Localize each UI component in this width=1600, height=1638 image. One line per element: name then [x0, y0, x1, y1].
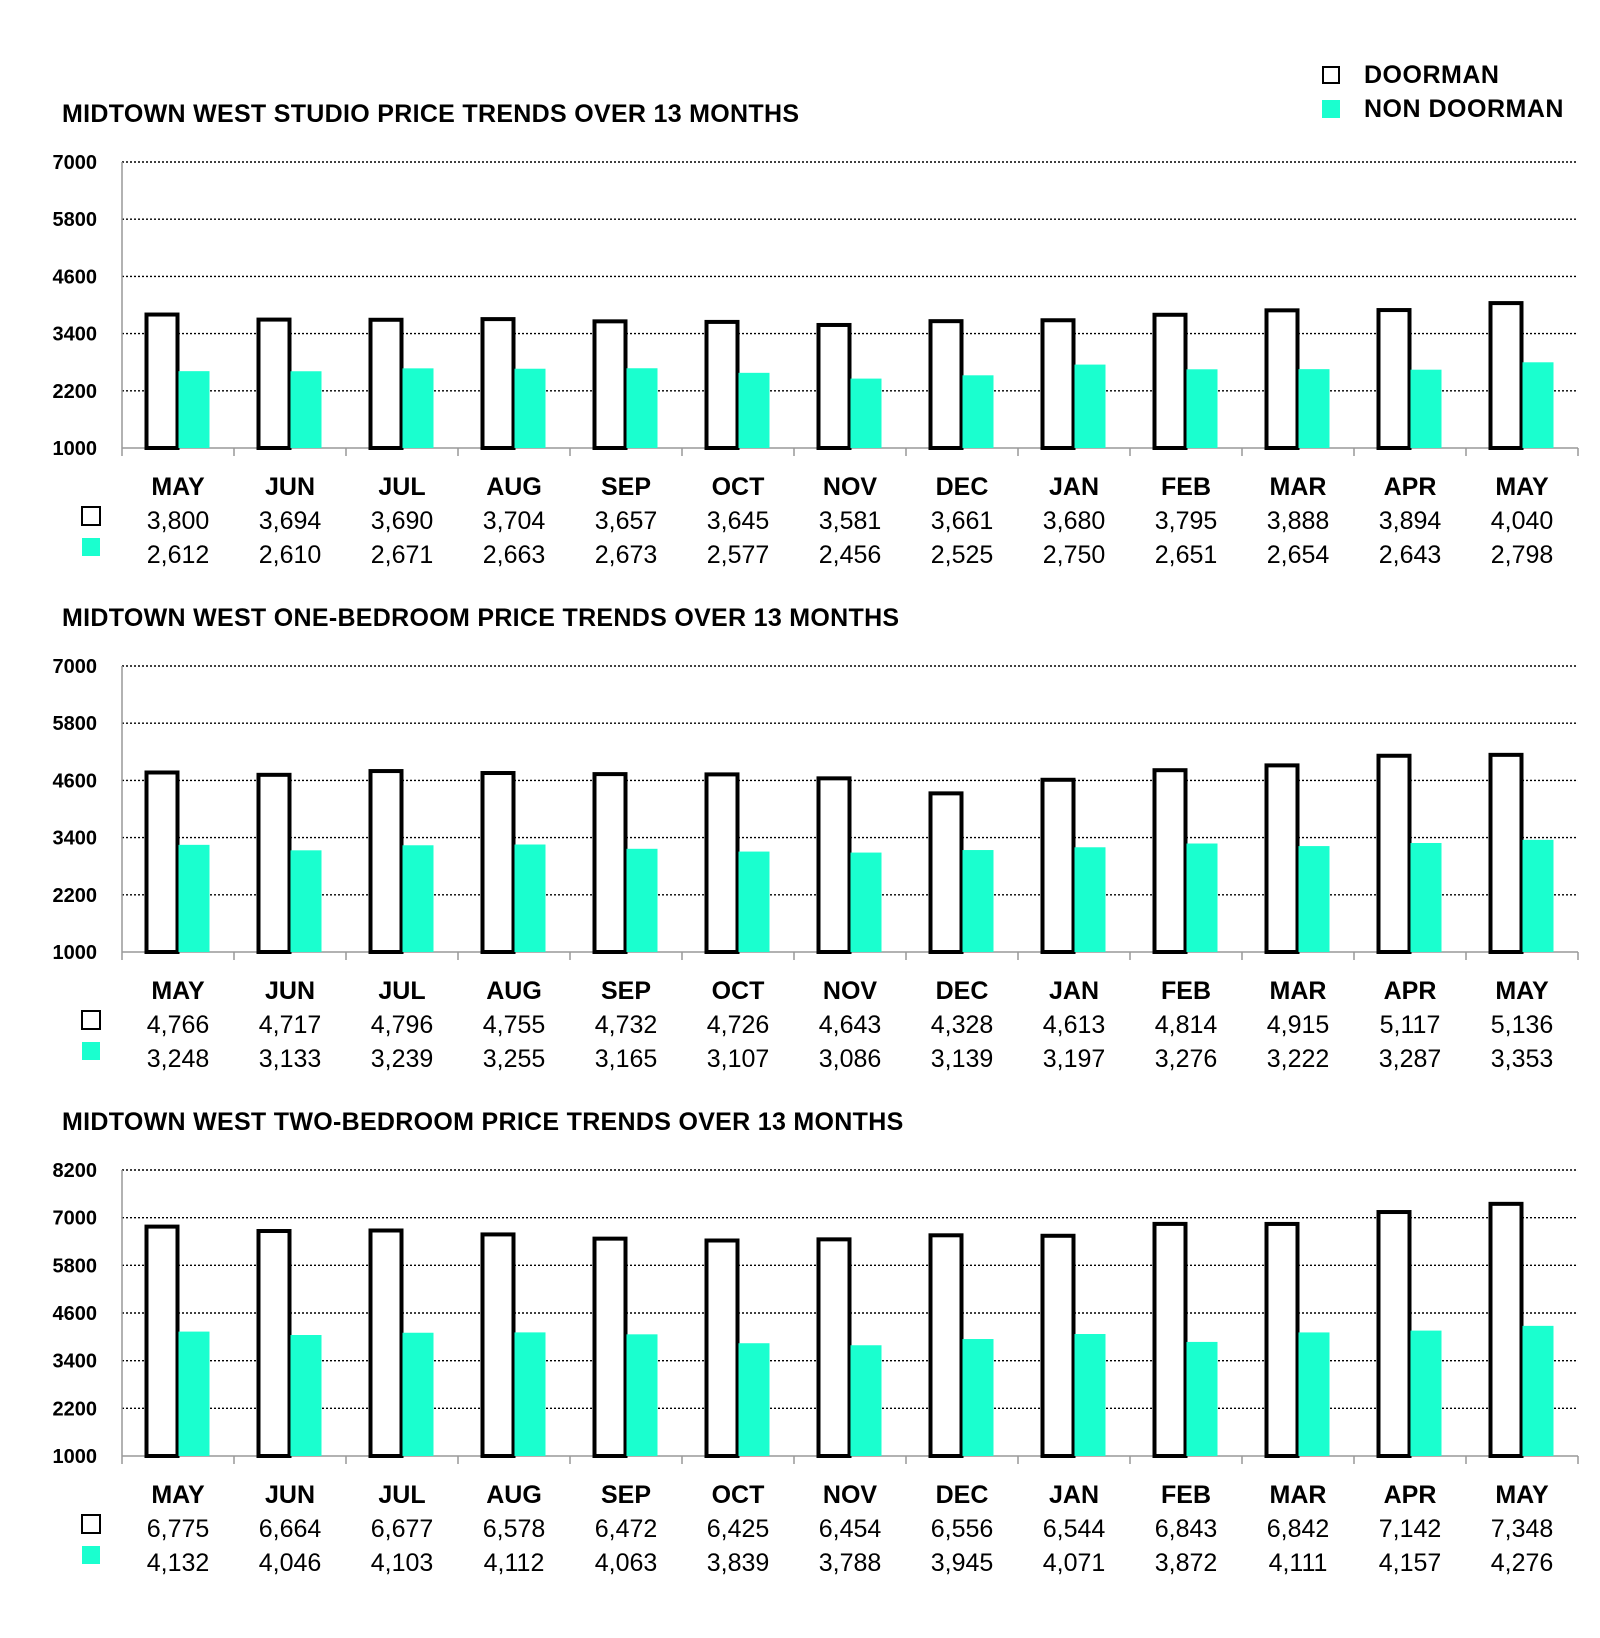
y-tick-label: 1000 [52, 1446, 97, 1468]
data-label-non-doorman: 4,103 [370, 1549, 434, 1577]
y-tick-label: 3400 [52, 1350, 97, 1373]
bar-doorman [819, 325, 850, 448]
data-label-non-doorman: 2,673 [594, 541, 658, 569]
data-label-doorman: 3,661 [930, 507, 994, 535]
bar-doorman [259, 1231, 290, 1456]
bar-non-doorman [963, 850, 994, 952]
data-label-doorman: 3,800 [146, 507, 210, 535]
data-label-non-doorman: 2,456 [818, 541, 882, 569]
legend-label-non-doorman: NON DOORMAN [1364, 94, 1564, 123]
bar-doorman [595, 1239, 626, 1456]
x-tick-label: SEP [600, 473, 652, 501]
data-label-non-doorman: 2,663 [482, 541, 546, 569]
data-label-doorman: 3,680 [1042, 507, 1106, 535]
data-label-doorman: 6,578 [482, 1515, 546, 1543]
chart-title-two-bedroom: MIDTOWN WEST TWO-BEDROOM PRICE TRENDS OVER 13 MONTHS [62, 1108, 904, 1136]
x-tick-label: JAN [1048, 1481, 1100, 1509]
bar-non-doorman [179, 371, 210, 448]
bar-doorman [1043, 1236, 1074, 1456]
bar-doorman [931, 1235, 962, 1456]
data-label-doorman: 4,717 [258, 1011, 322, 1039]
data-label-doorman: 4,328 [930, 1011, 994, 1039]
x-tick-label: APR [1383, 977, 1437, 1005]
row-key-non-doorman [82, 1042, 100, 1060]
bar-non-doorman [1075, 365, 1106, 448]
bar-doorman [371, 771, 402, 952]
legend-item-non-doorman [1322, 92, 1564, 126]
y-tick-label: 8200 [52, 1160, 97, 1182]
data-label-doorman: 3,694 [258, 507, 322, 535]
x-tick-label: MAY [151, 473, 205, 501]
row-key-non-doorman [82, 538, 100, 556]
bar-non-doorman [1187, 844, 1218, 952]
x-tick-label: JUN [264, 1481, 316, 1509]
x-tick-label: DEC [935, 1481, 989, 1509]
bar-non-doorman [515, 1332, 546, 1456]
chart-two-bedroom [0, 1148, 1600, 1588]
bar-non-doorman [515, 845, 546, 952]
bar-doorman [1155, 315, 1186, 448]
bar-doorman [1379, 310, 1410, 448]
data-label-doorman: 6,664 [258, 1515, 322, 1543]
data-label-non-doorman: 3,945 [930, 1549, 994, 1577]
chart-title-one-bedroom: MIDTOWN WEST ONE-BEDROOM PRICE TRENDS OVER 13 MONTHS [62, 604, 900, 632]
data-label-non-doorman: 2,577 [706, 541, 770, 569]
bar-non-doorman [627, 1334, 658, 1456]
data-label-doorman: 3,888 [1266, 507, 1330, 535]
data-label-doorman: 7,348 [1490, 1515, 1554, 1543]
y-tick-label: 7000 [52, 1207, 97, 1230]
x-tick-label: APR [1383, 473, 1437, 501]
data-label-doorman: 4,915 [1266, 1011, 1330, 1039]
bar-doorman [1155, 1224, 1186, 1456]
chart-title-studio: MIDTOWN WEST STUDIO PRICE TRENDS OVER 13 MONTHS [62, 100, 800, 128]
bar-doorman [595, 774, 626, 952]
y-tick-label: 7000 [52, 152, 97, 174]
data-label-doorman: 3,581 [818, 507, 882, 535]
chart-studio [0, 140, 1600, 580]
data-label-doorman: 3,795 [1154, 507, 1218, 535]
data-label-doorman: 3,704 [482, 507, 546, 535]
legend [1322, 58, 1564, 126]
data-label-non-doorman: 2,525 [930, 541, 994, 569]
bar-doorman [1379, 1212, 1410, 1456]
x-tick-label: NOV [822, 473, 878, 501]
row-key-non-doorman [82, 1546, 100, 1564]
y-tick-label: 5800 [52, 713, 97, 736]
x-tick-label: JUN [264, 977, 316, 1005]
data-label-doorman: 6,556 [930, 1515, 994, 1543]
x-tick-label: OCT [711, 1481, 765, 1509]
bar-non-doorman [739, 1343, 770, 1456]
y-tick-label: 4600 [52, 770, 97, 793]
x-tick-label: FEB [1161, 473, 1211, 501]
data-label-doorman: 4,726 [706, 1011, 770, 1039]
bar-doorman [707, 774, 738, 952]
x-tick-label: NOV [822, 977, 878, 1005]
data-label-doorman: 4,766 [146, 1011, 210, 1039]
data-label-non-doorman: 4,063 [594, 1549, 658, 1577]
bar-non-doorman [1299, 1332, 1330, 1456]
bar-doorman [819, 1239, 850, 1456]
data-label-doorman: 6,472 [594, 1515, 658, 1543]
bar-non-doorman [1411, 1331, 1442, 1456]
bar-non-doorman [963, 375, 994, 448]
x-tick-label: MAR [1269, 1481, 1327, 1509]
x-tick-label: AUG [486, 473, 542, 501]
data-label-non-doorman: 3,086 [818, 1045, 882, 1073]
row-key-doorman [82, 507, 100, 525]
data-label-non-doorman: 3,872 [1154, 1549, 1218, 1577]
bar-non-doorman [851, 379, 882, 448]
bar-non-doorman [1523, 840, 1554, 952]
x-tick-label: AUG [486, 977, 542, 1005]
bar-non-doorman [739, 373, 770, 448]
bar-doorman [1043, 780, 1074, 952]
bar-doorman [931, 321, 962, 448]
bar-non-doorman [179, 1332, 210, 1456]
row-key-doorman [82, 1011, 100, 1029]
data-label-doorman: 4,732 [594, 1011, 658, 1039]
data-label-non-doorman: 3,107 [706, 1045, 770, 1073]
bar-doorman [819, 778, 850, 952]
bar-doorman [259, 320, 290, 448]
bar-doorman [147, 315, 178, 448]
data-label-doorman: 4,613 [1042, 1011, 1106, 1039]
data-label-doorman: 6,842 [1266, 1515, 1330, 1543]
bar-non-doorman [1075, 847, 1106, 952]
bar-non-doorman [179, 845, 210, 952]
bar-doorman [1379, 756, 1410, 952]
x-tick-label: FEB [1161, 1481, 1211, 1509]
y-tick-label: 2200 [52, 1398, 97, 1421]
x-tick-label: OCT [711, 473, 765, 501]
x-tick-label: MAR [1269, 977, 1327, 1005]
data-label-non-doorman: 2,610 [258, 541, 322, 569]
y-tick-label: 4600 [52, 266, 97, 289]
data-label-doorman: 3,894 [1378, 507, 1442, 535]
x-tick-label: MAY [1495, 977, 1549, 1005]
bar-doorman [1491, 755, 1522, 952]
bar-non-doorman [1411, 370, 1442, 448]
data-label-doorman: 3,657 [594, 507, 658, 535]
bar-non-doorman [1523, 362, 1554, 448]
data-label-doorman: 6,843 [1154, 1515, 1218, 1543]
y-tick-label: 5800 [52, 1255, 97, 1278]
data-label-non-doorman: 4,111 [1268, 1549, 1328, 1577]
bar-non-doorman [403, 845, 434, 952]
x-tick-label: DEC [935, 977, 989, 1005]
x-tick-label: JUL [378, 1481, 426, 1509]
x-tick-label: MAY [151, 977, 205, 1005]
bar-doorman [483, 773, 514, 952]
data-label-doorman: 3,690 [370, 507, 434, 535]
data-label-non-doorman: 3,839 [706, 1549, 770, 1577]
bar-non-doorman [515, 369, 546, 448]
data-label-doorman: 6,544 [1042, 1515, 1106, 1543]
data-label-doorman: 6,775 [146, 1515, 210, 1543]
data-label-doorman: 4,755 [482, 1011, 546, 1039]
bar-doorman [1267, 1224, 1298, 1456]
data-label-doorman: 4,643 [818, 1011, 882, 1039]
data-label-non-doorman: 2,643 [1378, 541, 1442, 569]
x-tick-label: DEC [935, 473, 989, 501]
data-label-non-doorman: 2,671 [370, 541, 434, 569]
data-label-non-doorman: 4,276 [1490, 1549, 1554, 1577]
row-key-doorman [82, 1515, 100, 1533]
x-tick-label: APR [1383, 1481, 1437, 1509]
bar-doorman [1491, 303, 1522, 448]
y-tick-label: 7000 [52, 656, 97, 678]
y-tick-label: 2200 [52, 884, 97, 907]
bar-doorman [371, 1230, 402, 1456]
x-tick-label: JUL [378, 473, 426, 501]
bar-non-doorman [851, 853, 882, 952]
bar-doorman [1491, 1204, 1522, 1456]
data-label-non-doorman: 3,222 [1266, 1045, 1330, 1073]
bar-non-doorman [963, 1339, 994, 1456]
bar-doorman [147, 1227, 178, 1456]
x-tick-label: MAY [1495, 473, 1549, 501]
doorman-swatch [1322, 66, 1340, 84]
data-label-doorman: 6,677 [370, 1515, 434, 1543]
x-tick-label: MAY [151, 1481, 205, 1509]
data-label-non-doorman: 3,353 [1490, 1045, 1554, 1073]
bar-doorman [259, 775, 290, 952]
x-tick-label: FEB [1161, 977, 1211, 1005]
data-label-non-doorman: 2,651 [1154, 541, 1218, 569]
y-tick-label: 5800 [52, 209, 97, 232]
data-label-non-doorman: 3,248 [146, 1045, 210, 1073]
bar-non-doorman [627, 849, 658, 952]
data-label-non-doorman: 3,788 [818, 1549, 882, 1577]
bar-doorman [707, 322, 738, 448]
bar-non-doorman [739, 852, 770, 952]
data-label-non-doorman: 3,197 [1042, 1045, 1106, 1073]
data-label-doorman: 4,040 [1490, 507, 1554, 535]
data-label-non-doorman: 4,046 [258, 1549, 322, 1577]
bar-non-doorman [1075, 1334, 1106, 1456]
bar-doorman [1043, 320, 1074, 448]
x-tick-label: NOV [822, 1481, 878, 1509]
bar-non-doorman [403, 1333, 434, 1456]
bar-non-doorman [291, 850, 322, 952]
bar-doorman [595, 321, 626, 448]
bar-non-doorman [1187, 1342, 1218, 1456]
x-tick-label: AUG [486, 1481, 542, 1509]
bar-non-doorman [291, 1335, 322, 1456]
data-label-non-doorman: 2,612 [146, 541, 210, 569]
x-tick-label: JUL [378, 977, 426, 1005]
x-tick-label: MAR [1269, 473, 1327, 501]
data-label-non-doorman: 3,255 [482, 1045, 546, 1073]
y-tick-label: 1000 [52, 942, 97, 964]
x-tick-label: OCT [711, 977, 765, 1005]
bar-non-doorman [1299, 369, 1330, 448]
data-label-non-doorman: 4,112 [483, 1549, 545, 1577]
y-tick-label: 1000 [52, 438, 97, 460]
bar-doorman [707, 1241, 738, 1456]
bar-doorman [483, 1234, 514, 1456]
x-tick-label: SEP [600, 1481, 652, 1509]
x-tick-label: JAN [1048, 473, 1100, 501]
bar-non-doorman [1411, 843, 1442, 952]
x-tick-label: JUN [264, 473, 316, 501]
data-label-doorman: 7,142 [1378, 1515, 1442, 1543]
data-label-doorman: 5,117 [1379, 1011, 1441, 1039]
bar-doorman [1267, 310, 1298, 448]
y-tick-label: 2200 [52, 380, 97, 403]
data-label-doorman: 4,814 [1154, 1011, 1218, 1039]
bar-non-doorman [1523, 1326, 1554, 1456]
legend-label-doorman: DOORMAN [1364, 60, 1500, 89]
data-label-doorman: 5,136 [1490, 1011, 1554, 1039]
bar-doorman [483, 319, 514, 448]
data-label-non-doorman: 3,276 [1154, 1045, 1218, 1073]
y-tick-label: 3400 [52, 827, 97, 850]
data-label-non-doorman: 3,287 [1378, 1045, 1442, 1073]
data-label-non-doorman: 3,133 [258, 1045, 322, 1073]
legend-item-doorman [1322, 58, 1564, 92]
data-label-doorman: 3,645 [706, 507, 770, 535]
bar-non-doorman [403, 368, 434, 448]
chart-one-bedroom [0, 644, 1600, 1084]
data-label-non-doorman: 2,750 [1042, 541, 1106, 569]
data-label-non-doorman: 2,798 [1490, 541, 1554, 569]
bar-non-doorman [851, 1345, 882, 1456]
non-doorman-swatch [1322, 100, 1340, 118]
bar-non-doorman [291, 371, 322, 448]
data-label-non-doorman: 3,239 [370, 1045, 434, 1073]
data-label-non-doorman: 4,132 [146, 1549, 210, 1577]
x-tick-label: MAY [1495, 1481, 1549, 1509]
data-label-non-doorman: 4,157 [1378, 1549, 1442, 1577]
data-label-non-doorman: 3,139 [930, 1045, 994, 1073]
data-label-doorman: 6,425 [706, 1515, 770, 1543]
bar-doorman [1267, 765, 1298, 952]
bar-doorman [371, 320, 402, 448]
bar-non-doorman [627, 368, 658, 448]
bar-doorman [931, 793, 962, 952]
bar-non-doorman [1299, 846, 1330, 952]
data-label-non-doorman: 2,654 [1266, 541, 1330, 569]
y-tick-label: 3400 [52, 323, 97, 346]
data-label-doorman: 6,454 [818, 1515, 882, 1543]
bar-doorman [1155, 770, 1186, 952]
data-label-non-doorman: 3,165 [594, 1045, 658, 1073]
bar-non-doorman [1187, 369, 1218, 448]
x-tick-label: JAN [1048, 977, 1100, 1005]
x-tick-label: SEP [600, 977, 652, 1005]
bar-doorman [147, 772, 178, 952]
data-label-non-doorman: 4,071 [1042, 1549, 1106, 1577]
y-tick-label: 4600 [52, 1303, 97, 1325]
data-label-doorman: 4,796 [370, 1011, 434, 1039]
